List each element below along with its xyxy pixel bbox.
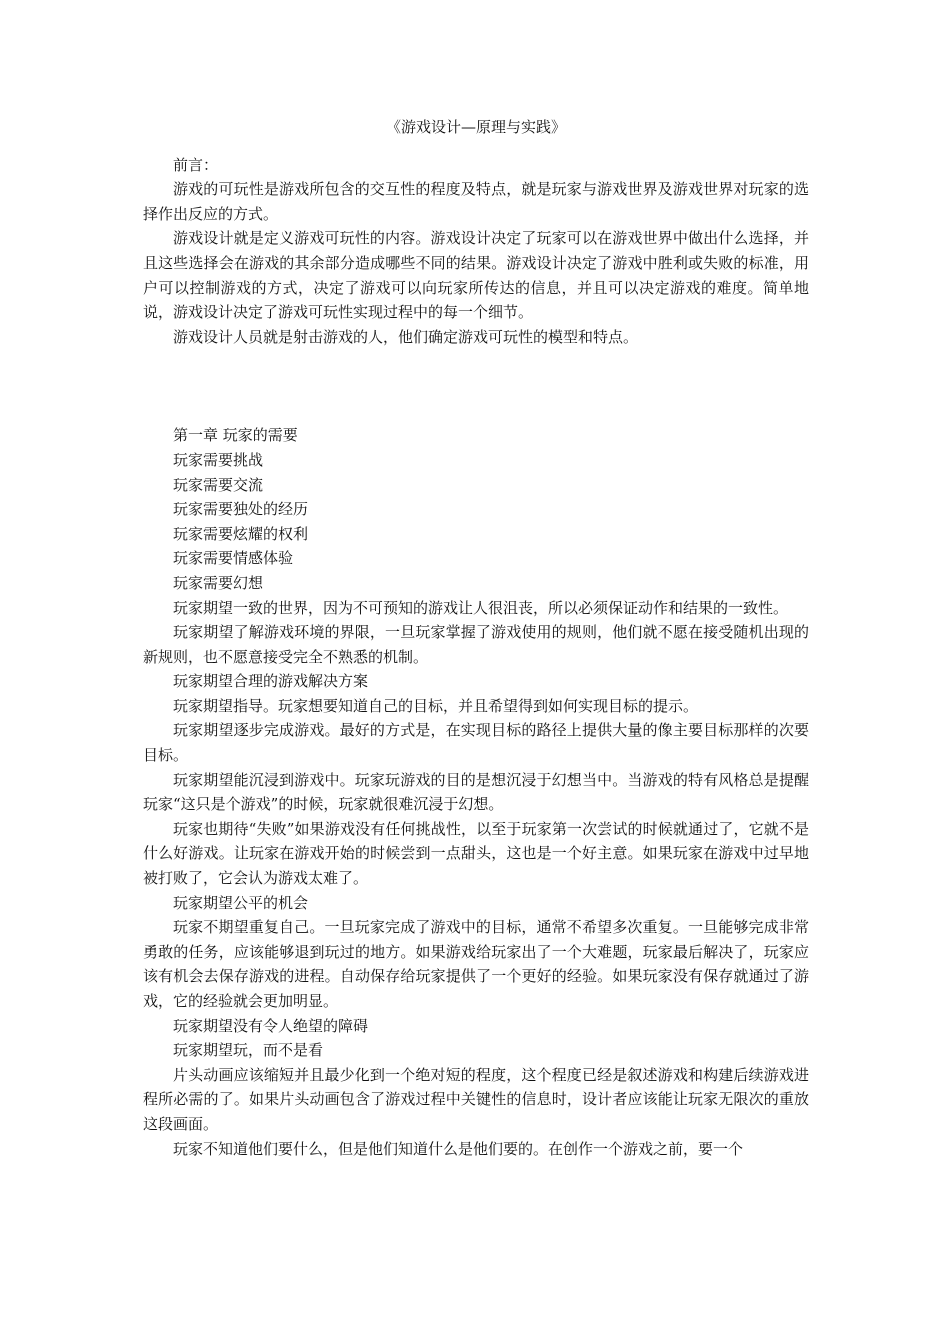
chapter-line: 玩家需要交流 <box>173 475 264 494</box>
document-title: 《游戏设计—原理与实践》 <box>385 118 566 136</box>
chapter-paragraph: 玩家期望逐步完成游戏。最好的方式是，在实现目标的路径上提供大量的像主要目标那样的次要目标。 <box>143 721 809 765</box>
section-spacer <box>143 349 809 423</box>
chapter-line: 玩家期望没有令人绝望的障碍 <box>173 1016 369 1035</box>
chapter-paragraph: 玩家不知道他们要什么，但是他们知道什么是他们要的。在创作一个游戏之前，要一个 <box>173 1139 744 1158</box>
preface-paragraph: 游戏设计就是定义游戏可玩性的内容。游戏设计决定了玩家可以在游戏世界中做出什么选择，并且这些选择会在游戏的其余部分造成哪些不同的结果。游戏设计决定了游戏中胜利或失败的标准，用户可以控制游戏的方式，决定了游戏可以向玩家所传达的信息，并且可以决定游戏的难度。简单地说，游戏设计决定了游戏可玩性实现过程中的每一个细节。 <box>143 229 809 322</box>
chapter-line: 玩家需要情感体验 <box>173 549 294 568</box>
chapter-paragraph: 玩家不期望重复自己。一旦玩家完成了游戏中的目标，通常不希望多次重复。一旦能够完成非常勇敢的任务，应该能够退到玩过的地方。如果游戏给玩家出了一个大难题，玩家最后解决了，玩家应该有机会去保存游戏的进程。自动保存给玩家提供了一个更好的经验。如果玩家没有保存就通过了游戏，它的经验就会更加明显。 <box>143 918 809 1010</box>
chapter-line: 玩家期望合理的游戏解决方案 <box>173 672 369 691</box>
preface-paragraph: 游戏设计人员就是射击游戏的人，他们确定游戏可玩性的模型和特点。 <box>173 327 639 346</box>
preface-heading: 前言： <box>173 155 219 174</box>
chapter-line: 玩家需要挑战 <box>173 450 264 469</box>
chapter-line: 玩家需要幻想 <box>173 573 264 592</box>
chapter-paragraph: 片头动画应该缩短并且最少化到一个绝对短的程度，这个程度已经是叙述游戏和构建后续游戏进程所必需的了。如果片头动画包含了游戏过程中关键性的信息时，设计者应该能让玩家无限次的重放这段画面。 <box>143 1065 809 1133</box>
chapter-paragraph: 玩家期望一致的世界，因为不可预知的游戏让人很沮丧，所以必须保证动作和结果的一致性。 <box>173 598 789 617</box>
chapter-line: 玩家需要炫耀的权利 <box>173 524 309 543</box>
chapter-heading: 第一章 玩家的需要 <box>173 426 298 445</box>
chapter-paragraph: 玩家也期待“失败”如果游戏没有任何挑战性，以至于玩家第一次尝试的时候就通过了，它就不是什么好游戏。让玩家在游戏开始的时候尝到一点甜头，这也是一个好主意。如果玩家在游戏中过早地被打败了，它会认为游戏太难了。 <box>143 819 809 888</box>
chapter-paragraph: 玩家期望指导。玩家想要知道自己的目标，并且希望得到如何实现目标的提示。 <box>173 696 699 715</box>
document-body <box>143 115 809 1161</box>
chapter-line: 玩家需要独处的经历 <box>173 500 309 519</box>
chapter-paragraph: 玩家期望了解游戏环境的界限，一旦玩家掌握了游戏使用的规则，他们就不愿在接受随机出现的新规则，也不愿意接受完全不熟悉的机制。 <box>143 623 809 666</box>
chapter-line: 玩家期望玩，而不是看 <box>173 1041 324 1060</box>
preface-paragraph: 游戏的可玩性是游戏所包含的交互性的程度及特点，就是玩家与游戏世界及游戏世界对玩家的选择作出反应的方式。 <box>143 180 809 223</box>
chapter-line: 玩家期望公平的机会 <box>173 893 309 912</box>
chapter-paragraph: 玩家期望能沉浸到游戏中。玩家玩游戏的目的是想沉浸于幻想当中。当游戏的特有风格总是提醒玩家“这只是个游戏”的时候，玩家就很难沉浸于幻想。 <box>143 770 809 814</box>
